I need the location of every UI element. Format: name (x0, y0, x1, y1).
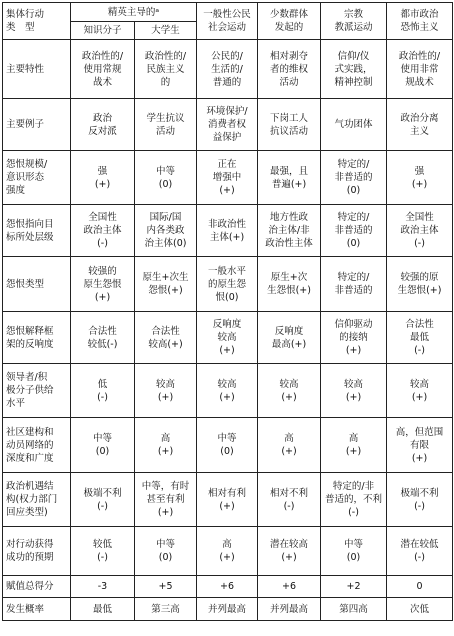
table-row (3, 312, 453, 364)
header-intellectual: 知识分子 (71, 22, 135, 40)
table-cell: 特定的/ 非普适的 (0) (321, 205, 387, 257)
header-minority-led: 少数群体 发起的 (258, 3, 321, 40)
table-cell: 低 (-) (71, 364, 135, 418)
table-cell: 政治性的/ 使用非常 规战术 (387, 40, 453, 99)
table-row (3, 205, 453, 257)
table-cell: 信仰/仪 式实践， 精神控制 (321, 40, 387, 99)
table-cell: 中等 (0) (321, 527, 387, 576)
table-cell: 学生抗议 活动 (135, 99, 197, 151)
row-label: 怨恨类型 (3, 257, 71, 312)
table-cell: 相对不利 (-) (258, 473, 321, 527)
table-cell: -3 (71, 576, 135, 598)
row-label: 主要例子 (3, 99, 71, 151)
table-row (3, 598, 453, 621)
table-cell: 潜在较高 (+) (258, 527, 321, 576)
table-cell: 相对剥夺 者的维权 活动 (258, 40, 321, 99)
table-cell: +2 (321, 576, 387, 598)
table-cell: 高 (+) (321, 418, 387, 473)
table-cell: 合法性 最低 (-) (387, 312, 453, 364)
row-label: 怨恨规模/ 意识形态 强度 (3, 151, 71, 205)
table-cell: +6 (258, 576, 321, 598)
table-cell: 信仰驱动 的接纳 (+) (321, 312, 387, 364)
table-cell: 中等 (0) (135, 151, 197, 205)
header-public-movement: 一般性公民 社会运动 (197, 3, 258, 40)
table-row (3, 40, 453, 99)
table-cell: 次低 (387, 598, 453, 621)
table-cell: +6 (197, 576, 258, 598)
table-cell: 公民的/ 生活的/ 普通的 (197, 40, 258, 99)
table-cell: 中等 (0) (135, 527, 197, 576)
table-row (3, 576, 453, 598)
table-cell: 合法性 较低(-) (71, 312, 135, 364)
table-cell: 较高 (+) (197, 364, 258, 418)
table-cell: 较高 (+) (321, 364, 387, 418)
row-label: 怨恨解释框 架的反响度 (3, 312, 71, 364)
table-cell: 原生+次 生怨恨(+) (258, 257, 321, 312)
collective-action-table (2, 2, 453, 621)
table-row (3, 151, 453, 205)
table-cell: 地方性政 治主体/非 政治性主体 (258, 205, 321, 257)
table-cell: 特定的/ 非普适的 (321, 257, 387, 312)
row-label: 赋值总得分 (3, 576, 71, 598)
table-cell: 极端不利 (-) (387, 473, 453, 527)
table-cell: 下岗工人 抗议活动 (258, 99, 321, 151)
row-label: 社区建构和 动员网络的 深度和广度 (3, 418, 71, 473)
table-cell: 一般水平 的原生怨 恨(0) (197, 257, 258, 312)
table-cell: 合法性 较高(+) (135, 312, 197, 364)
table-cell: 全国性 政治主体 (-) (71, 205, 135, 257)
table-row (3, 99, 453, 151)
table-cell: 并列最高 (197, 598, 258, 621)
table-cell: 反响度 最高(+) (258, 312, 321, 364)
table-cell: 潜在较低 (-) (387, 527, 453, 576)
header-elite-led: 精英主导的ᵃ (71, 3, 197, 22)
table-row (3, 473, 453, 527)
table-cell: 较强的 原生怨恨 (+) (71, 257, 135, 312)
table-cell: 相对有利 (+) (197, 473, 258, 527)
table-cell: 较高 (+) (135, 364, 197, 418)
row-label: 主要特性 (3, 40, 71, 99)
table-cell: 高，但范围 有限 (+) (387, 418, 453, 473)
table-cell: 中等 (0) (71, 418, 135, 473)
table-cell: 最强，且 普遍(+) (258, 151, 321, 205)
table-row (3, 364, 453, 418)
table-cell: 特定的/ 非普适的 (0) (321, 151, 387, 205)
table-row (3, 527, 453, 576)
table-row (3, 418, 453, 473)
row-label: 对行动获得 成功的预期 (3, 527, 71, 576)
table-cell: 较高 (+) (258, 364, 321, 418)
table-cell: 政治性的/ 使用常规 战术 (71, 40, 135, 99)
table-cell: 政治 反对派 (71, 99, 135, 151)
table-cell: 气功团体 (321, 99, 387, 151)
row-label: 发生概率 (3, 598, 71, 621)
table-cell: 原生+次生 怨恨(+) (135, 257, 197, 312)
table-cell: 强 (+) (387, 151, 453, 205)
row-label: 领导者/积 极分子供给 水平 (3, 364, 71, 418)
table-cell: 强 (+) (71, 151, 135, 205)
table-cell: 国际/国 内各类政 治主体(0) (135, 205, 197, 257)
row-label: 怨恨指向目 标所处层级 (3, 205, 71, 257)
header-religious-movement: 宗教 教派运动 (321, 3, 387, 40)
table-cell: 高 (+) (258, 418, 321, 473)
table-cell: 中等 (0) (197, 418, 258, 473)
corner-header: 集体行动 类 型 (3, 3, 71, 40)
table-cell: 中等，有时 甚至有利 (+) (135, 473, 197, 527)
table-body (3, 40, 453, 621)
header-student: 大学生 (135, 22, 197, 40)
table-cell: 0 (387, 576, 453, 598)
table-cell: 第四高 (321, 598, 387, 621)
table-cell: 最低 (71, 598, 135, 621)
table-cell: 较强的原 生怨恨(+) (387, 257, 453, 312)
table-cell: 反响度 较高 (+) (197, 312, 258, 364)
table-row (3, 257, 453, 312)
table-cell: 政治性的/ 民族主义 的 (135, 40, 197, 99)
table-cell: 极端不利 (-) (71, 473, 135, 527)
table-cell: 第三高 (135, 598, 197, 621)
table-cell: 政治分离 主义 (387, 99, 453, 151)
table-cell: 并列最高 (258, 598, 321, 621)
table-cell: +5 (135, 576, 197, 598)
table-cell: 环境保护/ 消费者权 益保护 (197, 99, 258, 151)
table-cell: 特定的/非 普适的，不利 (-) (321, 473, 387, 527)
header-urban-terrorism: 都市政治 恐怖主义 (387, 3, 453, 40)
table-cell: 高 (+) (197, 527, 258, 576)
table-cell: 正在 增强中 (+) (197, 151, 258, 205)
row-label: 政治机遇结 构(权力部门 回应类型) (3, 473, 71, 527)
table-cell: 全国性 政治主体 (-) (387, 205, 453, 257)
table-cell: 较低 (-) (71, 527, 135, 576)
table-cell: 较高 (+) (387, 364, 453, 418)
table-cell: 高 (+) (135, 418, 197, 473)
table-cell: 非政治性 主体(+) (197, 205, 258, 257)
